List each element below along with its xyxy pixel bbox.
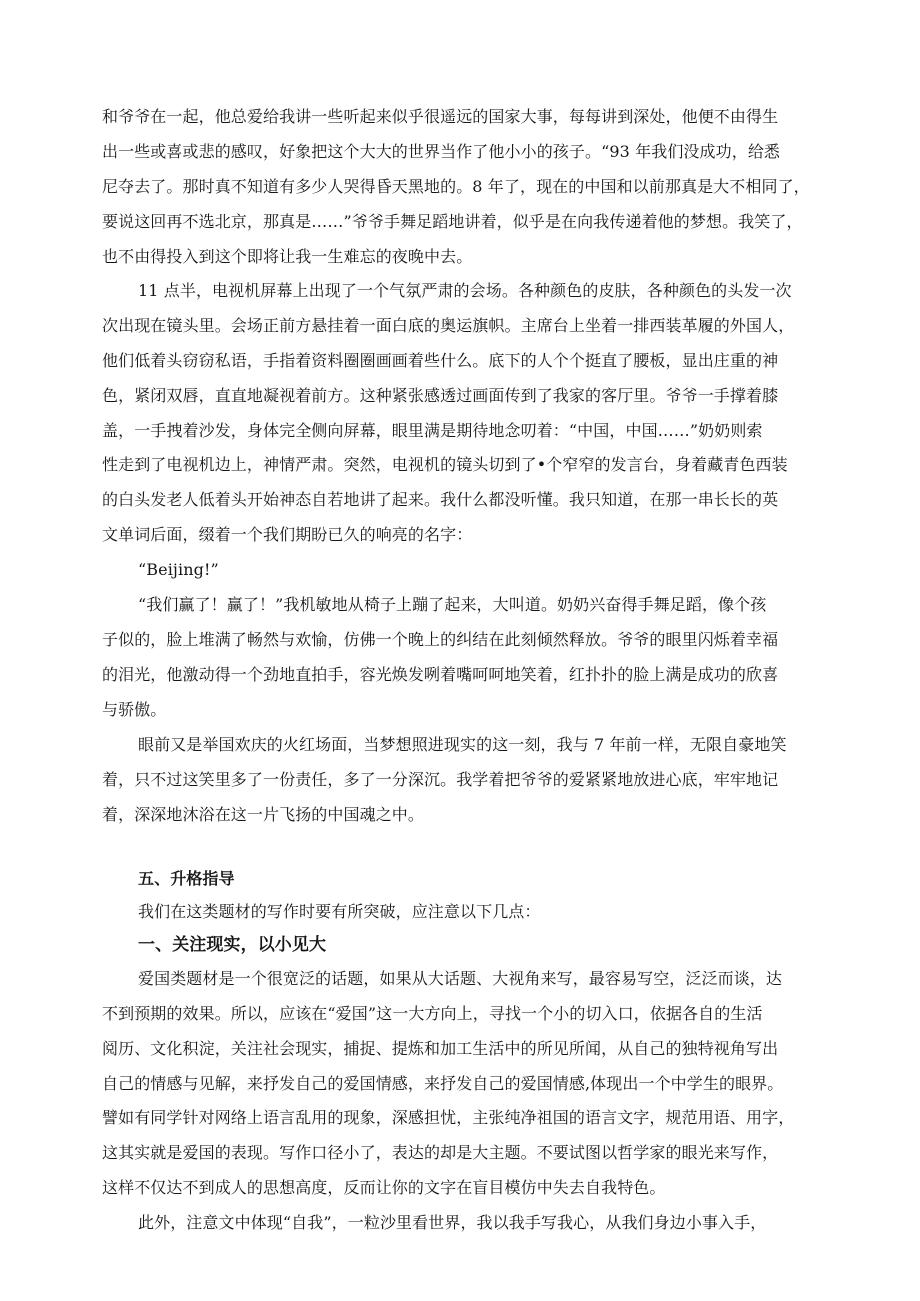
paragraph-1-line-3: 尼夺去了。那时真不知道有多少人哭得昏天黑地的。8 年了，现在的中国和以前那真是大不相同了， <box>102 177 810 196</box>
paragraph-1-line-2: 出一些或喜或悲的感叹，好象把这个大大的世界当作了他小小的孩子。“93 年我们没成功，给悉 <box>102 142 781 161</box>
section-intro: 我们在这类题材的写作时要有所突破，应注意以下几点： <box>138 902 541 921</box>
paragraph-6-line-2: 不到预期的效果。所以，应该在“爱国”这一大方向上，寻找一个小的切入口，依据各自的生活 <box>102 1004 763 1023</box>
paragraph-2-line-8: 文单词后面，缀着一个我们期盼已久的响亮的名字： <box>102 525 473 544</box>
paragraph-2-line-1: 11 点半，电视机屏幕上出现了一个气氛严肃的会场。各种颜色的皮肤，各种颜色的头发一次 <box>138 281 792 300</box>
paragraph-6-line-6: 这其实就是爱国的表现。写作口径小了，表达的却是大主题。不要试图以哲学家的眼光来写作， <box>102 1143 779 1162</box>
paragraph-6-line-3: 阅历、文化积淀，关注社会现实，捕捉、提炼和加工生活中的所见所闻，从自己的独特视角写出 <box>102 1039 779 1058</box>
section-heading: 五、升格指导 <box>138 869 235 888</box>
paragraph-4-line-4: 与骄傲。 <box>102 700 167 719</box>
paragraph-3-quote: “Beijing!” <box>138 560 219 579</box>
paragraph-4-line-2: 子似的，脸上堆满了畅然与欢愉，仿佛一个晚上的纠结在此刻倾然释放。爷爷的眼里闪烁着幸福 <box>102 630 779 649</box>
paragraph-2-line-5: 盖，一手拽着沙发，身体完全侧向屏幕，眼里满是期待地念叨着：“中国，中国……”奶奶则索 <box>102 421 763 440</box>
paragraph-6-line-4: 自己的情感与见解，来抒发自己的爱国情感，来抒发自己的爱国情感,体现出一个中学生的眼界。 <box>102 1074 784 1093</box>
paragraph-5-line-3: 着，深深地沐浴在这一片飞扬的中国魂之中。 <box>102 805 425 824</box>
paragraph-5-line-1: 眼前又是举国欢庆的火红场面，当梦想照进现实的这一刻，我与 7 年前一样，无限自豪地笑 <box>138 735 787 754</box>
paragraph-2-line-4: 色，紧闭双唇，直直地凝视着前方。这种紧张感透过画面传到了我家的客厅里。爷爷一手撑着膝 <box>102 386 779 405</box>
paragraph-6-line-7: 这样不仅达不到成人的思想高度，反而让你的文字在盲目模仿中失去自我特色。 <box>102 1178 666 1197</box>
paragraph-7-line-1: 此外，注意文中体现“自我”，一粒沙里看世界，我以我手写我心，从我们身边小事入手， <box>138 1213 767 1232</box>
paragraph-2-line-3: 他们低着头窃窃私语，手指着资料圈圈画画着些什么。底下的人个个挺直了腰板，显出庄重的神 <box>102 351 779 370</box>
sub-heading: 一、关注现实，以小见大 <box>138 935 327 955</box>
paragraph-2-line-6: 性走到了电视机边上，神情严肃。突然，电视机的镜头切到了•个窄窄的发言台，身着藏青色西装 <box>102 455 788 474</box>
paragraph-2-line-2: 次出现在镜头里。会场正前方悬挂着一面白底的奥运旗帜。主席台上坐着一排西装革履的外国人， <box>102 316 795 335</box>
paragraph-2-line-7: 的白头发老人低着头开始神态自若地讲了起来。我什么都没听懂。我只知道，在那一串长长的英 <box>102 490 779 509</box>
paragraph-1-line-4: 要说这回再不选北京，那真是……”爷爷手舞足蹈地讲着，似乎是在向我传递着他的梦想。我笑了， <box>102 212 803 231</box>
paragraph-6-line-5: 譬如有同学针对网络上语言乱用的现象，深感担忧，主张纯净祖国的语言文字，规范用语、用字， <box>102 1108 795 1127</box>
paragraph-5-line-2: 着，只不过这笑里多了一份责任，多了一分深沉。我学着把爷爷的爱紧紧地放进心底，牢牢地记 <box>102 770 779 789</box>
paragraph-1-line-5: 也不由得投入到这个即将让我一生难忘的夜晚中去。 <box>102 247 473 266</box>
document-body <box>102 0 818 1301</box>
paragraph-4-line-3: 的泪光，他激动得一个劲地直拍手，容光焕发咧着嘴呵呵地笑着，红扑扑的脸上满是成功的欣喜 <box>102 665 779 684</box>
paragraph-6-line-1: 爱国类题材是一个很宽泛的话题，如果从大话题、大视角来写，最容易写空，泛泛而谈，达 <box>138 969 783 988</box>
paragraph-4-line-1: “我们赢了！赢了！”我机敏地从椅子上蹦了起来，大叫道。奶奶兴奋得手舞足蹈，像个孩 <box>138 595 767 614</box>
paragraph-1-line-1: 和爷爷在一起，他总爱给我讲一些听起来似乎很遥远的国家大事，每每讲到深处，他便不由得生 <box>102 107 779 126</box>
